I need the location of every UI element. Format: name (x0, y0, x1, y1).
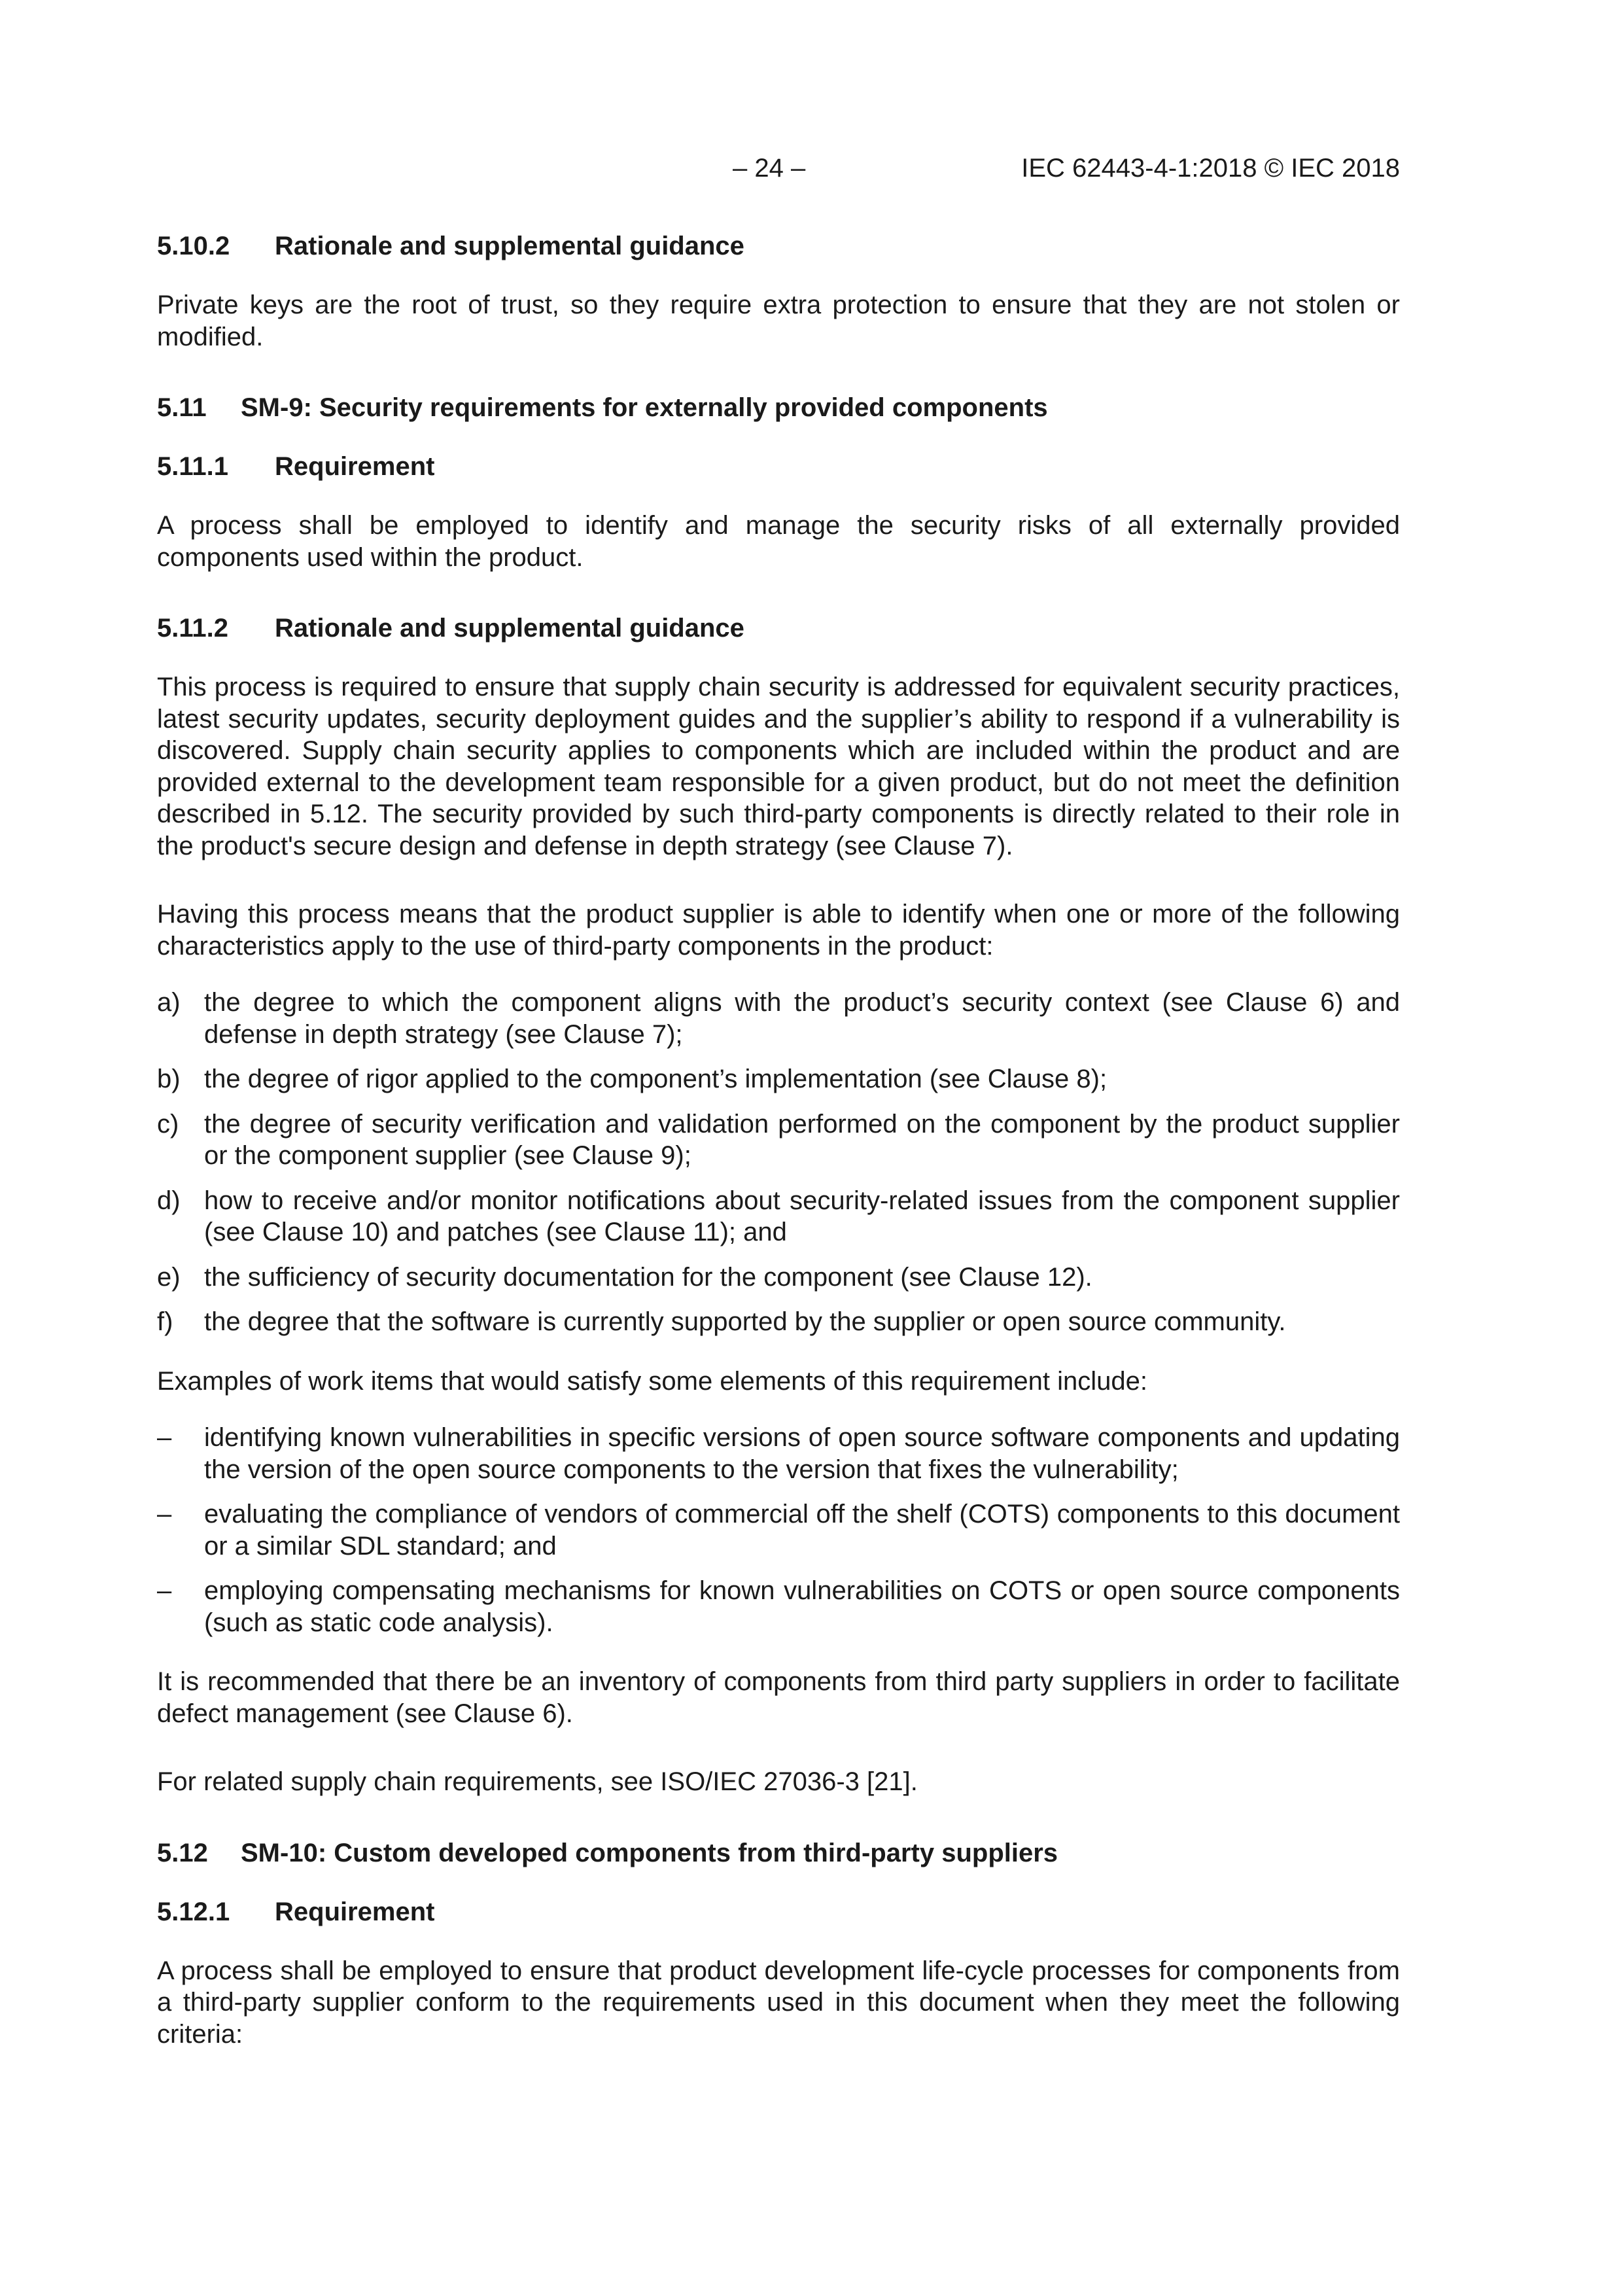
list-item: c) the degree of security verification and validation performed on the component by the product supplier or the component supplier (see Clause 9); (157, 1109, 1400, 1170)
section-number: 5.12 (157, 1838, 208, 1867)
list-item: – employing compensating mechanisms for known vulnerabilities on COTS or open source components (such as static code analysis). (157, 1576, 1400, 1637)
heading-5-12-1 (157, 1895, 1400, 1929)
document-id: IEC 62443-4-1:2018 © IEC 2018 (1021, 154, 1400, 183)
section-title: Rationale and supplemental guidance (275, 614, 744, 643)
paragraph-supply-chain: This process is required to ensure that supply chain security is addressed for equivalent security practices, latest security updates, security deployment guides and the supplier’s ability to respond if a vulnerability is discovered. Supply chain security applies to components which are included within the product and are provided external to the development team responsible for a given product, but do not meet the definition described in 5.12. The security provided by such third-party components is directly related to their role in the product's secure design and defense in depth strategy (see Clause 7). (157, 673, 1400, 860)
paragraph-requirement-5-11-1: A process shall be employed to identify and manage the security risks of all externally provided components used within the product. (157, 511, 1400, 572)
heading-5-11-2 (157, 611, 1400, 645)
page-number: – 24 – (733, 154, 806, 183)
paragraph-private-keys: Private keys are the root of trust, so they require extra protection to ensure that they are not stolen or modified. (157, 291, 1400, 351)
heading-5-12 (157, 1836, 1400, 1870)
section-number: 5.12.1 (157, 1897, 230, 1926)
section-number: 5.10.2 (157, 232, 230, 260)
section-title: Requirement (275, 1897, 435, 1926)
paragraph-examples-intro: Examples of work items that would satisfy some elements of this requirement include: (157, 1366, 1147, 1396)
list-item: f) the degree that the software is currently supported by the supplier or open source community. (157, 1307, 1286, 1336)
list-item: e) the sufficiency of security documentation for the component (see Clause 12). (157, 1262, 1092, 1292)
section-number: 5.11 (157, 393, 207, 422)
section-title: SM-9: Security requirements for externally provided components (241, 393, 1048, 422)
section-number: 5.11.2 (157, 614, 229, 643)
page-content (157, 229, 1400, 2050)
section-number: 5.11.1 (157, 452, 229, 481)
list-item: – evaluating the compliance of vendors of commercial off the shelf (COTS) components to this document or a similar SDL standard; and (157, 1500, 1400, 1561)
paragraph-inventory: It is recommended that there be an inventory of components from third party suppliers in order to facilitate defect management (see Clause 6). (157, 1667, 1400, 1728)
characteristics-list (157, 987, 1400, 1338)
list-item: a) the degree to which the component aligns with the product’s security context (see Clause 6) and defense in depth strategy (see Clause 7); (157, 988, 1400, 1049)
examples-list (157, 1422, 1400, 1638)
paragraph-characteristics-intro: Having this process means that the product supplier is able to identify when one or more of the following characteristics apply to the use of third-party components in the product: (157, 900, 1400, 961)
paragraph-related-requirements: For related supply chain requirements, see ISO/IEC 27036-3 [21]. (157, 1767, 918, 1796)
section-title: Requirement (275, 452, 435, 481)
paragraph-requirement-5-12-1: A process shall be employed to ensure that product development life-cycle processes for components from a third-party supplier conform to the requirements used in this document when they meet the following criteria: (157, 1956, 1400, 2049)
section-title: Rationale and supplemental guidance (275, 232, 744, 260)
list-item: d) how to receive and/or monitor notifications about security-related issues from the component supplier (see Clause 10) and patches (see Clause 11); and (157, 1186, 1400, 1246)
list-item: b) the degree of rigor applied to the component’s implementation (see Clause 8); (157, 1065, 1108, 1093)
heading-5-10-2 (157, 229, 1400, 263)
section-title: SM-10: Custom developed components from third-party suppliers (241, 1838, 1058, 1867)
list-item: – identifying known vulnerabilities in specific versions of open source software components and updating the version of the open source components to the version that fixes the vulnerability; (157, 1423, 1400, 1484)
page-header (157, 154, 1400, 193)
heading-5-11 (157, 391, 1400, 425)
heading-5-11-1 (157, 450, 1400, 484)
